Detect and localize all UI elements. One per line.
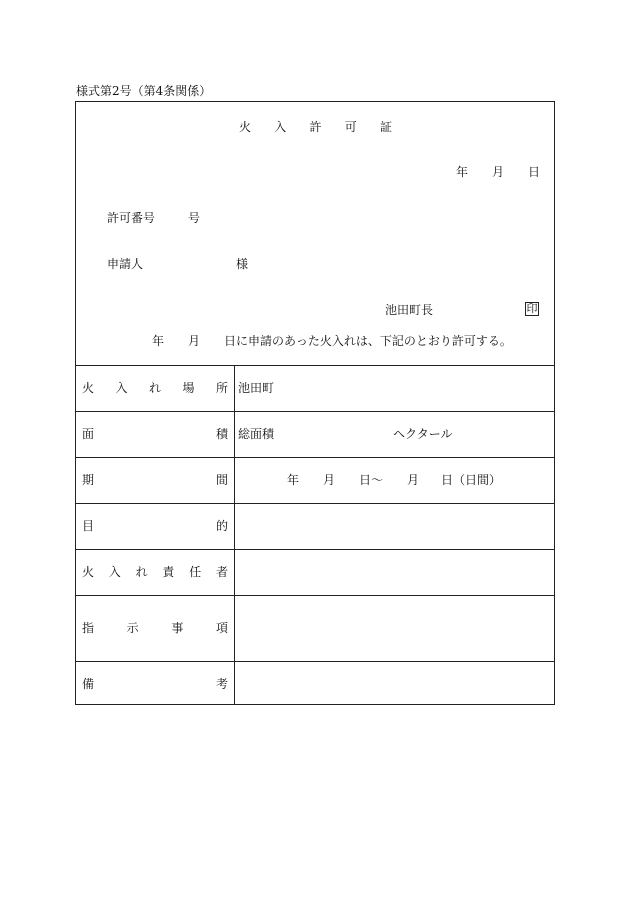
title-char: 可	[344, 120, 357, 134]
applicant-suffix: 様	[236, 257, 249, 271]
title-char: 許	[309, 120, 322, 134]
row-label-location: 火 入 れ 場 所	[82, 381, 228, 395]
area-total-label: 総面積	[238, 427, 275, 441]
statement-text: 日に申請のあった火入れは、下記のとおり許可する。	[224, 334, 512, 348]
row-divider	[76, 549, 554, 550]
date-day: 日	[528, 165, 541, 179]
row-divider	[76, 595, 554, 596]
period-day-start: 日～	[359, 473, 384, 487]
period-month-start: 月	[323, 473, 336, 487]
row-label-instructions: 指 示 事 項	[82, 621, 228, 635]
seal-mark: 印	[526, 302, 538, 315]
form-number: 様式第2号（第4条関係）	[76, 84, 212, 98]
date-month: 月	[492, 165, 505, 179]
area-unit: ヘクタール	[393, 427, 453, 441]
row-label-period: 期 間	[82, 473, 228, 487]
period-year: 年	[287, 473, 300, 487]
title-char: 入	[274, 120, 287, 134]
period-day-end: 日（日間）	[441, 473, 502, 487]
statement-year: 年	[152, 334, 165, 348]
row-divider	[76, 365, 554, 366]
permit-number-label: 許可番号	[107, 211, 156, 225]
issuer-name: 池田町長	[385, 303, 434, 317]
row-divider	[76, 411, 554, 412]
document-title	[239, 120, 392, 134]
title-char: 証	[379, 120, 392, 134]
period-month-end: 月	[407, 473, 420, 487]
column-divider	[234, 365, 235, 704]
date-year: 年	[456, 165, 469, 179]
location-value: 池田町	[238, 381, 275, 395]
permit-form	[75, 101, 555, 705]
row-divider	[76, 503, 554, 504]
row-divider	[76, 457, 554, 458]
statement-month: 月	[188, 334, 201, 348]
row-label-purpose: 目 的	[82, 519, 228, 533]
row-label-responsible-person: 火 入 れ 責 任 者	[82, 565, 228, 579]
row-label-remarks: 備 考	[82, 677, 228, 691]
row-divider	[76, 661, 554, 662]
row-label-area: 面 積	[82, 427, 228, 441]
permit-number-suffix: 号	[188, 211, 201, 225]
title-char: 火	[239, 120, 252, 134]
applicant-label: 申請人	[107, 257, 144, 271]
